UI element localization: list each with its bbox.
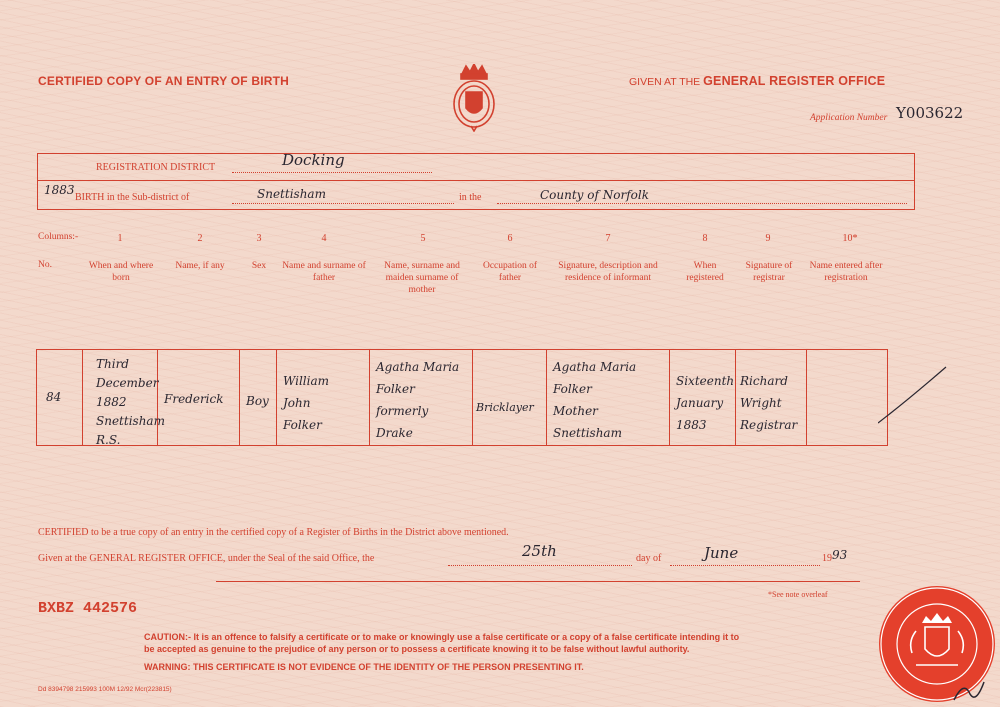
column-number: 8 [702,233,708,244]
column-number: 7 [605,233,611,244]
certified-statement: CERTIFIED to be a true copy of an entry in the certified copy of a Register of Births in the District above mentioned. [38,527,509,538]
column-divider [669,349,670,446]
month-dotline [670,565,820,566]
certificate-title: CERTIFIED COPY OF AN ENTRY OF BIRTH [38,74,290,88]
entry-mother: Agatha Maria Folker formerly Drake [376,360,460,440]
column-number: 9 [765,233,771,244]
column-divider [369,349,370,446]
year-value: 93 [832,548,848,562]
no-label: No. [38,260,52,270]
entry-sex: Boy [246,394,269,408]
see-note-overleaf: *See note overleaf [768,590,828,599]
entry-number: 84 [46,390,62,404]
day-of-label: day of [636,553,662,564]
county-value: County of Norfolk [540,188,649,202]
year-prefix: 19 [822,553,832,564]
signature-mark-icon [950,676,990,707]
column-divider [157,349,158,446]
column-divider [806,349,807,446]
column-divider [472,349,473,446]
column-divider [276,349,277,446]
month-value: June [704,544,739,562]
registration-district-label: REGISTRATION DISTRICT [96,162,216,173]
birth-year: 1883 [44,183,75,197]
entry-name: Frederick [164,392,224,406]
print-code: Dd 8394798 215993 100M 12/92 Mcr(223815) [38,686,172,693]
entry-occupation: Bricklayer [476,401,534,414]
column-divider [546,349,547,446]
column-header: Name, if any [175,261,225,271]
column-divider [239,349,240,446]
application-number-label: Application Number [810,113,888,123]
column-header: Name and surname of father [282,261,366,283]
sub-district-value: Snettisham [257,187,326,201]
column-header: Signature of registrar [745,261,793,283]
column-number: 6 [507,233,513,244]
entry-registrar: Richard Wright Registrar [740,374,798,432]
columns-label: Columns:- [38,232,79,242]
district-dotline [232,172,432,173]
column-header: When and where born [88,261,154,283]
application-number-value: Y003622 [896,104,964,122]
column-number: 10* [842,233,858,244]
day-dotline [448,565,632,566]
column-number: 1 [117,233,123,244]
royal-crest-icon [444,64,504,137]
registration-district-value: Docking [282,151,345,169]
entry-father: William John Folker [283,374,330,432]
column-number: 3 [256,233,262,244]
column-divider [82,349,83,446]
given-at-header: GIVEN AT THE GENERAL REGISTER OFFICE [629,74,886,88]
in-the-label: in the [459,192,482,203]
column-number: 4 [321,233,327,244]
sub-district-label: BIRTH in the Sub-district of [75,192,190,203]
office-name: GENERAL REGISTER OFFICE [703,74,886,88]
caution-text: CAUTION:- It is an offence to falsify a certificate or to make or knowingly use a false certificate or a copy of a false certificate intending it to be accepted as genuine to the prejudice of any person or to possess a certificate knowing it to be false without lawful authority. [144,632,740,654]
seal-line [216,581,860,582]
column-header: Name entered after registration [809,261,883,283]
column-divider [735,349,736,446]
entry-when-where-born: Third December 1882 Snettisham R.S. [96,357,165,447]
entry-when-registered: Sixteenth January 1883 [676,374,735,432]
column-header: Sex [251,261,267,271]
column-header: Name, surname and maiden surname of mother [384,261,460,295]
certificate-serial: BXBZ 442576 [38,600,138,617]
column-header: Signature, description and residence of informant [558,261,658,283]
sub-district-dotline [232,203,454,204]
blank-column-line [878,365,948,430]
given-at-statement: Given at the GENERAL REGISTER OFFICE, under the Seal of the said Office, the [38,553,375,564]
entry-informant: Agatha Maria Folker Mother Snettisham [553,360,637,440]
warning-text: WARNING: THIS CERTIFICATE IS NOT EVIDENCE OF THE IDENTITY OF THE PERSON PRESENTING IT. [144,662,584,672]
column-header: Occupation of father [482,261,538,283]
county-dotline [497,203,907,204]
column-number: 2 [197,233,203,244]
district-divider [37,180,915,181]
column-number: 5 [420,233,426,244]
day-value: 25th [522,542,557,560]
column-header: When registered [686,261,724,283]
